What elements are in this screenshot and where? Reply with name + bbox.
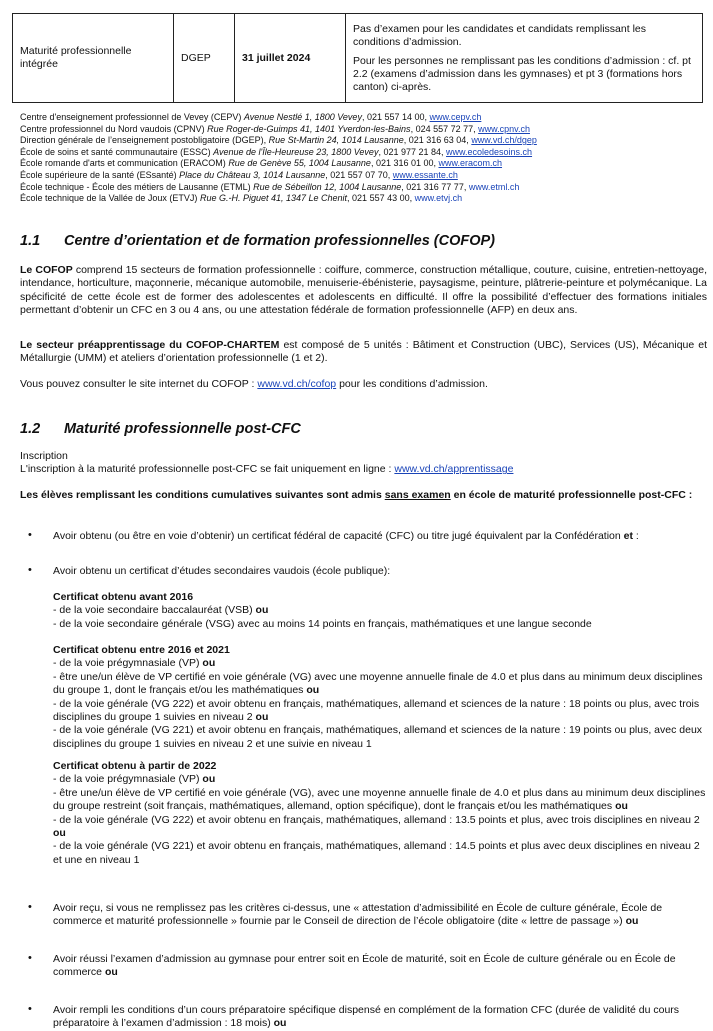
address-line xyxy=(20,147,537,159)
conjunction: ou xyxy=(306,684,320,697)
condition-text: Avoir reçu, si vous ne remplissez pas les critères ci-dessus, une « attestation d’admissibilité en École de culture générale, École de commerce et maturité professionnelle » fournie par le Conseil de direction de l’école obligatoire (dite « lettre de passage ») xyxy=(53,902,663,928)
condition-gymnase-exam xyxy=(53,953,707,980)
cofop-description xyxy=(20,264,707,318)
conjunction: ou xyxy=(615,800,628,813)
school-phone: , 021 316 63 04, xyxy=(403,135,472,146)
condition-text: Avoir obtenu (ou être en voie d’obtenir) un certificat fédéral de capacité (CFC) ou titre jugé équivalent par la Confédération xyxy=(53,530,624,542)
cert-from-2022 xyxy=(53,760,707,867)
school-website-link[interactable]: www.eracom.ch xyxy=(438,158,503,169)
inscription-text: L'inscription à la maturité professionnelle post-CFC se fait uniquement en ligne : xyxy=(20,463,395,476)
condition-cfc xyxy=(53,530,707,543)
condition-text: Avoir réussi l’examen d’admission au gymnase pour entrer soit en École de maturité, soit en École de culture générale ou en École de commerce xyxy=(53,953,676,979)
cert-line-text: - de la voie secondaire générale (VSG) avec au moins 14 points en français, mathématiques et une langue seconde xyxy=(53,617,592,630)
cofop-website-outro: pour les conditions d’admission. xyxy=(336,378,488,390)
cert-line xyxy=(53,840,707,867)
cert-line xyxy=(53,787,707,814)
inscription-label: Inscription xyxy=(20,450,68,462)
cofop-website-intro: Vous pouvez consulter le site internet du COFOP : xyxy=(20,378,258,390)
section-title: Centre d’orientation et de formation professionnelles (COFOP) xyxy=(64,233,496,249)
conjunction: ou xyxy=(625,915,639,928)
cert-line-text: - être une/un élève de VP certifié en voie générale (VG), avec une moyenne annuelle finale de 4.0 et plus dans au minimum deux disciplines du groupe restreint (soit français, mathématiques, allemand, option spécifique), dont le français et/ou les mathématiques xyxy=(53,786,706,813)
cert-line xyxy=(53,698,707,725)
notes-cell xyxy=(346,14,703,103)
school-phone: , 021 316 01 00, xyxy=(370,158,439,169)
cert-title: Certificat obtenu avant 2016 xyxy=(53,591,194,603)
admission-intro xyxy=(20,489,707,502)
school-phone: , 021 557 43 00, xyxy=(347,193,415,204)
cofop-text: comprend 15 secteurs de formation professionnelle : coiffure, commerce, construction métallique, couture, cuisine, entretien-nettoyage, intendance, horticulture, maçonnerie, mécanique automobile, menuiserie-ébénisterie, paysagisme, peinture, plâtrerie-peinture et polymécanique. La spécificité de cette école est de former des adolescentes et adolescents en difficulté. Il offre la possibilité d’effectuer des formations initiales permettant d’obtenir un CFC en 3 ou 4 ans, ou une attestation fédérale de formation professionnelle (AFP) en deux ans. xyxy=(20,264,707,317)
inscription-block xyxy=(20,450,707,477)
address-line xyxy=(20,124,537,136)
conjunction: ou xyxy=(202,657,216,670)
section-heading-1-2 xyxy=(20,421,301,437)
school-name: Centre d'enseignement professionnel de Vevey (CEPV) xyxy=(20,112,242,122)
formation-cell: Maturité professionnelle intégrée xyxy=(13,14,174,103)
section-number: 1.2 xyxy=(20,421,41,437)
cert-line-text: - de la voie générale (VG 221) et avoir obtenu en français, mathématiques, allemand et sciences de la nature : 19 points ou plus, avec deux disciplines du groupe 1 suivies en niveau 2 et une suivie en niveau 1 xyxy=(53,724,703,750)
bullet-icon: • xyxy=(28,564,32,576)
condition-text-end: : xyxy=(632,530,639,542)
school-website-link[interactable]: www.etvj.ch xyxy=(414,193,463,204)
school-name: Centre professionnel du Nord vaudois (CPNV) xyxy=(20,123,205,134)
cert-before-2016 xyxy=(53,591,707,631)
conjunction: et xyxy=(623,530,633,542)
school-address: Avenue de l'Île-Heureuse 23, 1800 Vevey xyxy=(213,146,379,157)
school-name: Direction générale de l’enseignement postobligatoire (DGEP), xyxy=(20,135,267,146)
section-title: Maturité professionnelle post-CFC xyxy=(64,421,301,437)
cert-title: Certificat obtenu à partir de 2022 xyxy=(53,760,217,772)
cert-title: Certificat obtenu entre 2016 et 2021 xyxy=(53,644,230,656)
school-website-link[interactable]: www.ecoledesoins.ch xyxy=(446,146,533,157)
bullet-icon: • xyxy=(28,529,32,541)
service-cell: DGEP xyxy=(174,14,235,103)
school-address: Avenue Nestlé 1, 1800 Vevey xyxy=(243,112,362,122)
cert-line-text: - de la voie prégymnasiale (VP) xyxy=(53,773,203,786)
conjunction: ou xyxy=(255,711,269,724)
conjunction: ou xyxy=(53,827,66,840)
cert-line xyxy=(53,773,707,786)
school-address: Rue Roger-de-Guimps 41, 1401 Yverdon-les-Bains xyxy=(207,123,411,134)
school-phone: , 021 557 07 70, xyxy=(325,169,393,180)
school-phone: , 021 557 14 00, xyxy=(361,112,430,122)
cofop-label: Le COFOP xyxy=(20,264,73,276)
intro-text-end: en école de maturité professionnelle post-CFC : xyxy=(450,489,693,501)
school-phone: , 021 316 77 77, xyxy=(401,181,469,192)
condition-preparatory-course xyxy=(53,1004,707,1031)
cert-line xyxy=(53,618,707,631)
cert-line-text: - de la voie prégymnasiale (VP) xyxy=(53,657,203,670)
address-line xyxy=(20,170,537,182)
cert-line xyxy=(53,814,707,841)
intro-text: Les élèves remplissant les conditions cumulatives suivantes sont admis xyxy=(20,489,385,501)
apprentissage-link[interactable]: www.vd.ch/apprentissage xyxy=(394,463,514,476)
conjunction: ou xyxy=(202,773,216,786)
sans-examen-emphasis: sans examen xyxy=(384,489,451,501)
school-website-link[interactable]: www.vd.ch/dgep xyxy=(471,135,537,146)
cert-line-text: - être une/un élève de VP certifié en voie générale (VG) avec une moyenne annuelle finale de 4.0 et plus dans au minimum deux disciplines du groupe 1, dont le français et/ou les mathématiques xyxy=(53,670,703,697)
school-phone: , 024 557 72 77, xyxy=(410,123,479,134)
school-address-list xyxy=(20,112,537,205)
condition-certificate: Avoir obtenu un certificat d’études secondaires vaudois (école publique): xyxy=(53,565,391,577)
school-address: Place du Château 3, 1014 Lausanne xyxy=(179,169,326,180)
condition-lettre-de-passage xyxy=(53,902,707,929)
table-row xyxy=(13,14,703,103)
chartem-label: Le secteur préapprentissage du COFOP-CHARTEM xyxy=(20,339,280,351)
cert-line xyxy=(53,671,707,698)
cert-line-text: - de la voie générale (VG 222) et avoir obtenu en français, mathématiques, allemand : 13.5 points et plus, avec trois disciplines en niveau 2 xyxy=(53,813,700,826)
school-address: Rue de Genève 55, 1004 Lausanne xyxy=(228,158,371,169)
note-no-exam: Pas d’examen pour les candidates et candidats remplissant les conditions d’admission. xyxy=(353,22,646,48)
chartem-text: est composé de 5 unités : Bâtiment et Construction (UBC), Services (US), Mécanique et Métallurgie (UMM) et ateliers d’orientation professionnelle (1 et 2). xyxy=(20,339,707,365)
cofop-website-link[interactable]: www.vd.ch/cofop xyxy=(257,378,337,390)
cert-line-text: - de la voie générale (VG 221) et avoir obtenu en français, mathématiques, allemand : 14.5 points et plus avec deux disciplines en niveau 2 et une en niveau 1 xyxy=(53,840,700,866)
section-number: 1.1 xyxy=(20,233,41,249)
address-line xyxy=(20,182,537,194)
school-address: Rue G.-H. Piguet 41, 1347 Le Chenit xyxy=(199,193,348,204)
cert-line-text: - de la voie secondaire baccalauréat (VSB) xyxy=(53,604,256,617)
school-address: Rue de Sébeillon 12, 1004 Lausanne xyxy=(253,181,402,192)
conjunction: ou xyxy=(255,604,269,617)
school-website-link[interactable]: www.cepv.ch xyxy=(429,112,482,122)
section-heading-1-1 xyxy=(20,233,495,249)
address-line xyxy=(20,135,537,147)
school-name: École romande d'arts et communication (ERACOM) xyxy=(20,158,226,169)
admission-table xyxy=(12,13,703,103)
condition-text: Avoir rempli les conditions d’un cours préparatoire spécifique dispensé en complément de la formation CFC (durée de validité du cours préparatoire à l’examen d’admission : 18 mois) xyxy=(53,1004,680,1030)
school-name: École de soins et santé communautaire (ESSC) xyxy=(20,146,211,157)
address-line xyxy=(20,112,537,124)
school-name: École technique - École des métiers de Lausanne (ETML) xyxy=(20,181,251,192)
school-website-link[interactable]: www.essante.ch xyxy=(392,169,458,180)
bullet-icon: • xyxy=(28,952,32,964)
chartem-description xyxy=(20,339,707,366)
cert-line xyxy=(53,724,707,751)
school-name: École supérieure de la santé (ESsanté) xyxy=(20,169,177,180)
cert-2016-2021 xyxy=(53,644,707,751)
school-address: Rue St-Martin 24, 1014 Lausanne xyxy=(268,135,404,146)
cert-line xyxy=(53,657,707,670)
bullet-icon: • xyxy=(28,1003,32,1015)
cert-line xyxy=(53,604,707,617)
note-conditions: Pour les personnes ne remplissant pas les conditions d’admission : cf. pt 2.2 (examens d’admission dans les gymnases) et pt 3 (formations hors canton) ci-après. xyxy=(353,54,691,93)
address-line xyxy=(20,193,537,205)
deadline-cell: 31 juillet 2024 xyxy=(235,14,346,103)
conjunction: ou xyxy=(273,1017,287,1030)
school-website-link[interactable]: www.etml.ch xyxy=(468,181,520,192)
school-phone: , 021 977 21 84, xyxy=(378,146,447,157)
cert-line-text: - de la voie générale (VG 222) et avoir obtenu en français, mathématiques, allemand et sciences de la nature : 18 points ou plus, avec trois disciplines du groupe 1 suivies en niveau 2 xyxy=(53,697,700,724)
bullet-icon: • xyxy=(28,901,32,913)
address-line xyxy=(20,158,537,170)
school-website-link[interactable]: www.cpnv.ch xyxy=(478,123,530,134)
school-name: École technique de la Vallée de Joux (ETVJ) xyxy=(20,193,198,204)
cofop-website-paragraph xyxy=(20,378,707,391)
conjunction: ou xyxy=(104,966,118,979)
